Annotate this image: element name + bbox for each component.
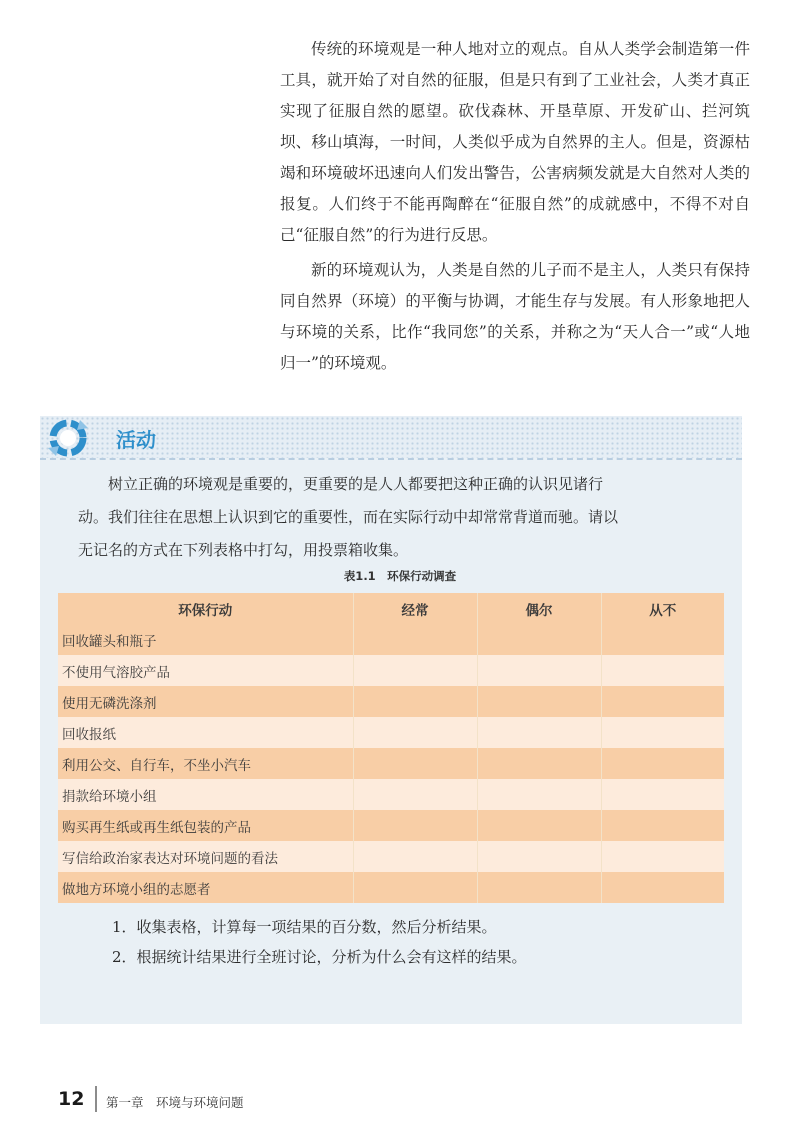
question-item: 2．根据统计结果进行全班讨论，分析为什么会有这样的结果。 — [112, 948, 527, 966]
activity-divider — [40, 458, 742, 460]
action-cell: 写信给政治家表达对环境问题的看法 — [58, 841, 353, 872]
activity-intro-line: 无记名的方式在下列表格中打勾，用投票箱收集。 — [78, 541, 409, 559]
action-cell: 购买再生纸或再生纸包装的产品 — [58, 810, 353, 841]
never-cell[interactable] — [601, 624, 724, 655]
intro-paragraph-2: 新的环境观认为，人类是自然的儿子而不是主人，人类只有保持同自然界（环境）的平衡与协调，才能生存与发展。有人形象地把人与环境的关系，比作“我同您”的关系，并称之为“天人合一”或“人地归一”的环境观。 — [280, 261, 750, 372]
table-row — [58, 686, 724, 717]
never-cell[interactable] — [601, 779, 724, 810]
sometimes-cell[interactable] — [477, 779, 601, 810]
often-cell[interactable] — [353, 624, 477, 655]
header-often: 经常 — [353, 593, 477, 624]
activity-intro — [78, 468, 738, 567]
sometimes-cell[interactable] — [477, 717, 601, 748]
table-row — [58, 624, 724, 655]
action-cell: 利用公交、自行车，不坐小汽车 — [58, 748, 353, 779]
often-cell[interactable] — [353, 717, 477, 748]
often-cell[interactable] — [353, 655, 477, 686]
often-cell[interactable] — [353, 841, 477, 872]
page-number: 12 — [58, 1088, 85, 1110]
table-row — [58, 748, 724, 779]
table-row — [58, 872, 724, 903]
cycle-arrows-icon — [44, 414, 92, 462]
footer-divider — [95, 1086, 97, 1112]
header-never: 从不 — [601, 593, 724, 624]
never-cell[interactable] — [601, 686, 724, 717]
action-cell: 捐款给环境小组 — [58, 779, 353, 810]
never-cell[interactable] — [601, 872, 724, 903]
never-cell[interactable] — [601, 841, 724, 872]
sometimes-cell[interactable] — [477, 841, 601, 872]
question-item: 1．收集表格，计算每一项结果的百分数，然后分析结果。 — [112, 918, 497, 936]
sometimes-cell[interactable] — [477, 624, 601, 655]
never-cell[interactable] — [601, 717, 724, 748]
table-caption: 表1.1 环保行动调查 — [343, 569, 457, 583]
action-cell: 使用无磷洗涤剂 — [58, 686, 353, 717]
often-cell[interactable] — [353, 872, 477, 903]
intro-paragraph-1: 传统的环境观是一种人地对立的观点。自从人类学会制造第一件工具，就开始了对自然的征服，但是只有到了工业社会，人类才真正实现了征服自然的愿望。砍伐森林、开垦草原、开发矿山、拦河筑坝、移山填海，一时间，人类似乎成为自然界的主人。但是，资源枯竭和环境破坏迅速向人们发出警告，公害病频发就是大自然对人类的报复。人们终于不能再陶醉在“征服自然”的成就感中，不得不对自己“征服自然”的行为进行反思。 — [280, 40, 750, 244]
often-cell[interactable] — [353, 810, 477, 841]
table-row — [58, 810, 724, 841]
table-row — [58, 841, 724, 872]
sometimes-cell[interactable] — [477, 686, 601, 717]
header-action: 环保行动 — [58, 593, 353, 624]
table-row — [58, 779, 724, 810]
table-row — [58, 717, 724, 748]
sometimes-cell[interactable] — [477, 872, 601, 903]
questions-list — [112, 912, 732, 972]
never-cell[interactable] — [601, 810, 724, 841]
sometimes-cell[interactable] — [477, 655, 601, 686]
sometimes-cell[interactable] — [477, 748, 601, 779]
table-header-row — [58, 593, 724, 624]
chapter-label: 第一章 环境与环境问题 — [106, 1095, 244, 1110]
activity-intro-line: 树立正确的环境观是重要的，更重要的是人人都要把这种正确的认识见诸行 — [108, 475, 604, 493]
action-cell: 不使用气溶胶产品 — [58, 655, 353, 686]
never-cell[interactable] — [601, 655, 724, 686]
often-cell[interactable] — [353, 748, 477, 779]
often-cell[interactable] — [353, 779, 477, 810]
activity-intro-line: 动。我们往往在思想上认识到它的重要性，而在实际行动中却常常背道而驰。请以 — [78, 508, 619, 526]
never-cell[interactable] — [601, 748, 724, 779]
often-cell[interactable] — [353, 686, 477, 717]
survey-table — [58, 593, 724, 903]
sometimes-cell[interactable] — [477, 810, 601, 841]
intro-text — [280, 34, 750, 383]
action-cell: 回收报纸 — [58, 717, 353, 748]
action-cell: 做地方环境小组的志愿者 — [58, 872, 353, 903]
table-row — [58, 655, 724, 686]
header-sometimes: 偶尔 — [477, 593, 601, 624]
action-cell: 回收罐头和瓶子 — [58, 624, 353, 655]
activity-title: 活动 — [116, 428, 156, 452]
